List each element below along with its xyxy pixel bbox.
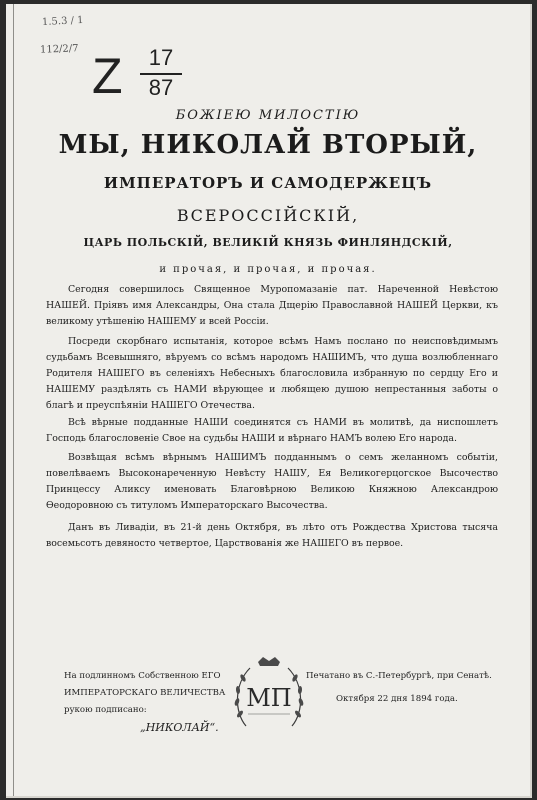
paragraph-text: Всѣ вѣрные подданные НАШИ соединятся съ НАМИ въ молитвѣ, да ниспошлетъ Господь благословеніе Свое на судьбы НАШИ и вѣрнаго НАМЪ волею Его народа. — [46, 417, 498, 444]
shelf-mark — [92, 46, 212, 106]
wreath-seal — [228, 654, 310, 736]
paragraph-text: Возвѣщая всѣмъ вѣрнымъ НАШИМЪ подданнымъ о семъ желанномъ событіи, повелѣваемъ Высоконареченную Невѣсту НАШУ, Ея Великогерцогское Высочество Принцессу Аликсу именовать Благовѣрною Великою Княжною Александрою Ѳеодоровною съ титуломъ Императорскаго Высочества. — [46, 452, 498, 511]
paragraph-text: Сегодня совершилось Священное Муропомазаніе пат. Нареченной Невѣстою НАШЕЙ. Пріявъ имя Александры, Она стала Дщерію Православной НАШЕЙ Церкви, къ великому утѣшенію НАШЕМУ и всей Россіи. — [46, 284, 498, 327]
shelf-numerator: 17 — [148, 45, 174, 70]
title-emperor: ИМПЕРАТОРЪ И САМОДЕРЖЕЦЪ — [103, 174, 433, 192]
seal-monogram: МП — [246, 684, 292, 712]
footer-left — [64, 668, 234, 736]
paragraph-prayer — [46, 415, 498, 447]
title-all-russia: ВСЕРОССІЙСКІЙ, — [176, 206, 360, 225]
paragraph-text: Посреди скорбнаго испытанія, которое всѣмъ Намъ послано по неисповѣдимымъ судьбамъ Всевышняго, вѣруемъ со всѣмъ народомъ НАШИМЪ, что душа возлюбленнаго Родителя НАШЕГО въ селеніяхъ Небесныхъ благословила избранную по сердцу Его и НАШЕМУ раздѣлять съ НАМИ вѣрующее и любящею душою непрестанныя заботы о благѣ и преуспѣяніи НАШЕГО Отечества. — [46, 336, 498, 411]
signature: „НИКОЛАЙ“. — [140, 721, 219, 734]
paragraph-text: Данъ въ Ливадіи, въ 21-й день Октября, въ лѣто отъ Рождества Христова тысяча восемьсотъ девяносто четвертое, Царствованія же НАШЕГО въ первое. — [46, 522, 498, 549]
printed-at-note: Печатано въ С.-Петербургѣ, при Сенатѣ. — [306, 671, 492, 681]
shelf-denominator: 87 — [148, 75, 174, 100]
pencil-note-side: 112/2/7 — [39, 43, 79, 56]
paragraph-trial — [46, 334, 498, 414]
grace-line: БОЖІЕЮ МИЛОСТІЮ — [175, 108, 361, 123]
paragraph-given-at — [46, 520, 498, 552]
monarch-line: МЫ, НИКОЛАЙ ВТОРЫЙ, — [58, 130, 478, 160]
paragraph-chrismation — [46, 282, 498, 330]
print-date: Октября 22 дня 1894 года. — [336, 694, 458, 704]
paragraph-announcement — [46, 450, 498, 514]
title-king-poland: ЦАРЬ ПОЛЬСКІЙ, ВЕЛИКІЙ КНЯЗЬ ФИНЛЯНДСКІЙ, — [83, 236, 453, 249]
document-page — [6, 4, 532, 798]
shelf-letter: Z — [92, 48, 123, 104]
original-signed-note: На подлинномъ Собственною ЕГО ИМПЕРАТОРСКАГО ВЕЛИЧЕСТВА рукою подписано: — [64, 671, 226, 715]
footer-right — [306, 668, 512, 708]
pencil-note-top: 1.5.3 / 1 — [41, 14, 84, 29]
title-etcetera: и прочая, и прочая, и прочая. — [159, 264, 377, 275]
